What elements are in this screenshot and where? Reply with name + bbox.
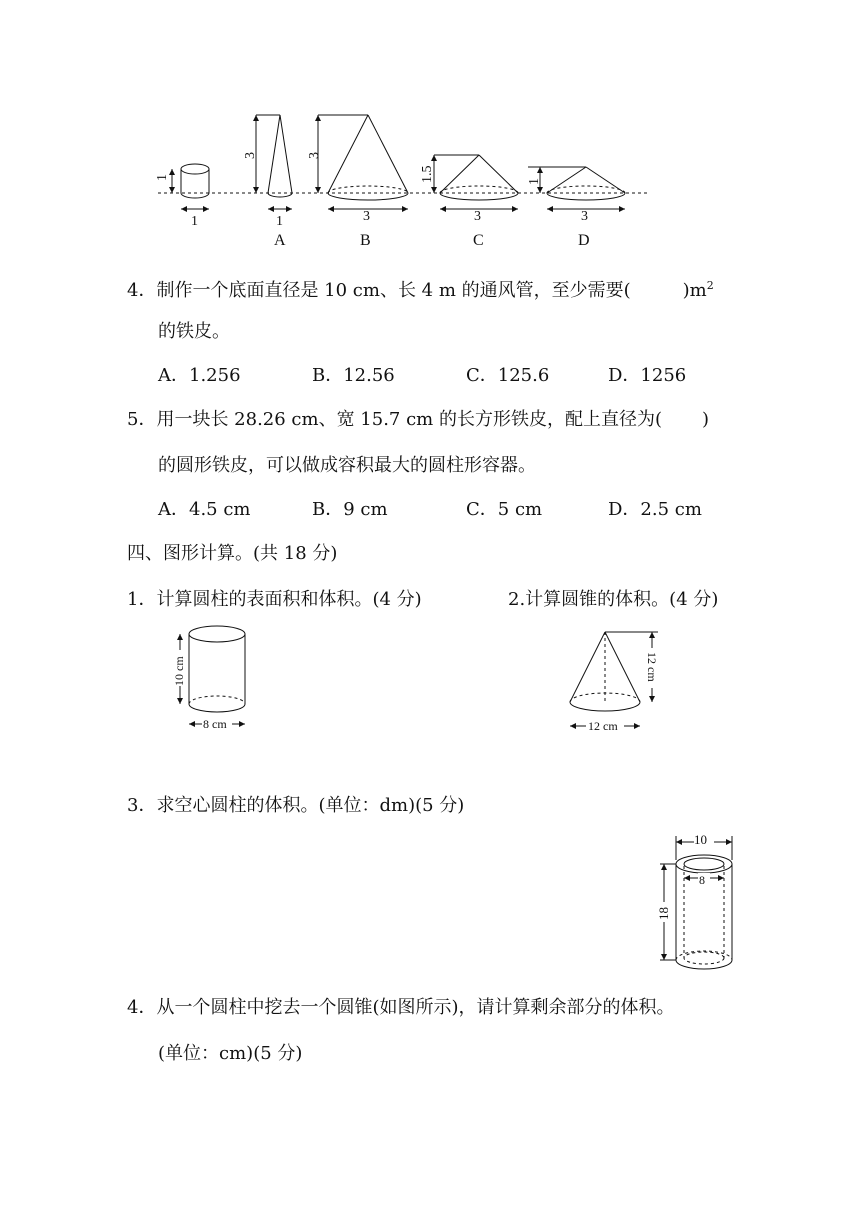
p4-line2: (单位：cm)(5 分) xyxy=(158,1043,303,1064)
cone-a xyxy=(243,115,292,249)
p1-height-label: 10 cm xyxy=(172,656,186,686)
cyl-height-label: 1 xyxy=(155,174,170,181)
p1-cylinder-figure xyxy=(160,620,270,735)
p2-cone-figure xyxy=(560,626,670,741)
q4-option-b[interactable]: B．12.56 xyxy=(312,365,395,386)
cone-d xyxy=(527,167,625,249)
cone-c-height-label: 1.5 xyxy=(420,165,435,183)
cone-d-height-label: 1 xyxy=(527,178,542,185)
q4-unit-sup: 2 xyxy=(706,279,714,292)
cone-c xyxy=(420,155,518,249)
p3-outer-label: 10 xyxy=(694,832,707,847)
q4-option-a[interactable]: A．1.256 xyxy=(158,365,241,386)
cone-b-height-label: 3 xyxy=(307,152,322,159)
q4-option-d[interactable]: D．1256 xyxy=(608,365,687,386)
section-4-title: 四、图形计算。(共 18 分) xyxy=(127,543,338,564)
q5-line2: 的圆形铁皮，可以做成容积最大的圆柱形容器。 xyxy=(158,455,536,476)
p3-height-label: 18 xyxy=(656,907,671,920)
p1-diameter-label: 8 cm xyxy=(203,717,227,731)
p3-text: 3．求空心圆柱的体积。(单位：dm)(5 分) xyxy=(127,795,465,816)
q4-text: 4．制作一个底面直径是 10 cm、长 4 m 的通风管，至少需要( xyxy=(127,280,631,301)
cyl-diameter-label: 1 xyxy=(191,214,198,229)
q5-line1 xyxy=(127,408,709,432)
q5-paren: ) xyxy=(702,409,710,430)
cone-a-letter: A xyxy=(274,232,286,249)
cone-d-diameter-label: 3 xyxy=(581,209,588,224)
p1-text: 1．计算圆柱的表面积和体积。(4 分) xyxy=(127,589,422,610)
p2-text: 2.计算圆锥的体积。(4 分) xyxy=(508,589,719,610)
p4-line1: 4．从一个圆柱中挖去一个圆锥(如图所示)，请计算剩余部分的体积。 xyxy=(127,997,675,1018)
cone-b-letter: B xyxy=(360,232,371,249)
q4-line1 xyxy=(127,274,714,303)
cone-b-diameter-label: 3 xyxy=(363,209,370,224)
q5-option-c[interactable]: C．5 cm xyxy=(466,499,543,520)
q4-unit: )m xyxy=(682,280,707,301)
cone-a-diameter-label: 1 xyxy=(276,214,283,229)
p3-hollow-cylinder-figure xyxy=(650,830,750,975)
cone-d-letter: D xyxy=(578,232,590,249)
small-cylinder xyxy=(155,164,209,229)
q4-line2: 的铁皮。 xyxy=(158,321,230,342)
cone-c-diameter-label: 3 xyxy=(474,209,481,224)
p3-inner-label: 8 xyxy=(699,873,705,887)
cone-c-letter: C xyxy=(473,232,484,249)
p2-diameter-label: 12 cm xyxy=(588,719,618,733)
cone-b xyxy=(307,115,408,249)
q5-option-a[interactable]: A．4.5 cm xyxy=(158,499,251,520)
q5-option-d[interactable]: D．2.5 cm xyxy=(608,499,702,520)
q5-text: 5．用一块长 28.26 cm、宽 15.7 cm 的长方形铁皮，配上直径为( xyxy=(127,409,662,430)
shapes-figure xyxy=(150,105,660,255)
cone-a-height-label: 3 xyxy=(243,152,258,159)
q4-option-c[interactable]: C．125.6 xyxy=(466,365,550,386)
p2-height-label: 12 cm xyxy=(645,652,659,682)
q5-option-b[interactable]: B．9 cm xyxy=(312,499,388,520)
